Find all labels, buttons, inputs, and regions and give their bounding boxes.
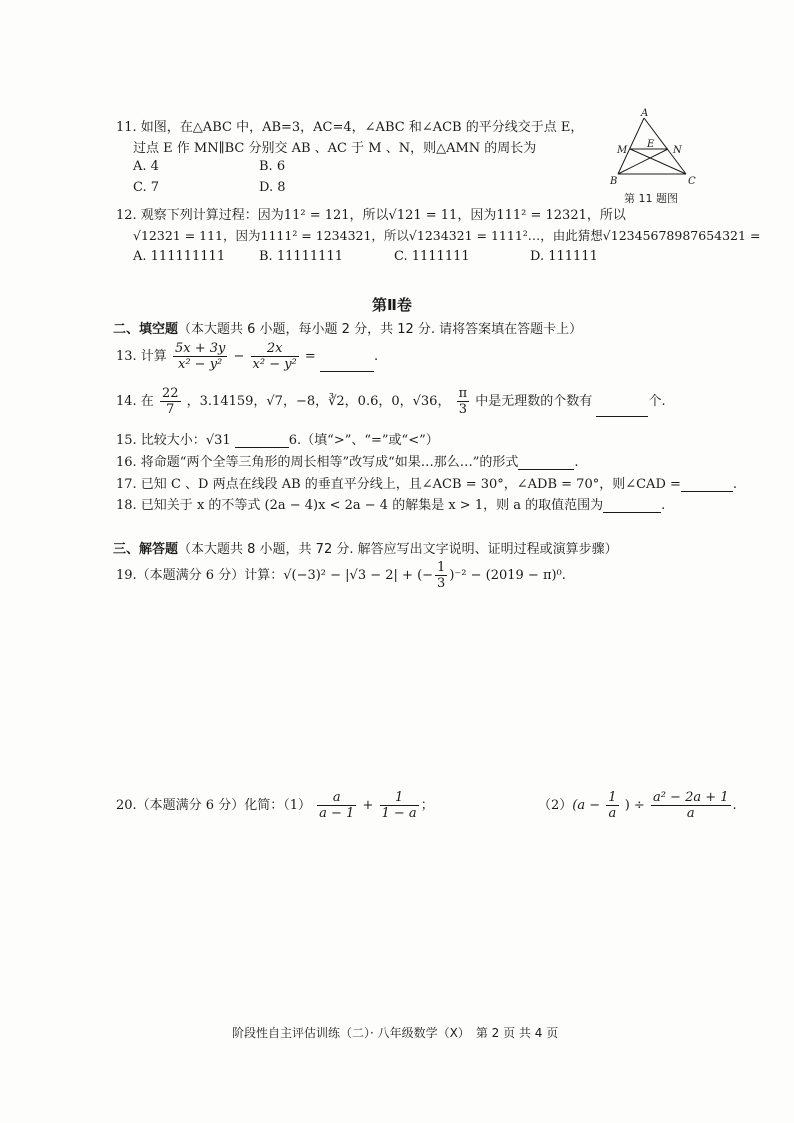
q14-answer-blank[interactable]	[596, 402, 648, 417]
q13-end: .	[373, 349, 379, 364]
section3-header	[113, 538, 618, 557]
q20-p2-close: ) ÷	[624, 798, 645, 813]
q12-line2: √12321 = 111，因为1111² = 1234321，所以√1234321 = 1111²…，由此猜想√12345678987654321 =	[133, 228, 761, 243]
q13-minus: −	[233, 349, 245, 364]
q20-p2-end: .	[732, 798, 737, 813]
q20-prefix: 20.（本题满分 6 分）化简：（1）	[116, 798, 311, 813]
q15-sqrt: √31	[205, 433, 231, 448]
q11-fig-label-n: N	[673, 145, 682, 156]
q20-p2-f2-den: a	[686, 806, 695, 821]
q11-line2: 过点 E 作 MN∥BC 分别交 AB 、AC 于 M 、N，则△AMN 的周长为	[133, 141, 537, 156]
q16-answer-blank[interactable]	[518, 455, 574, 470]
q11-option-b: B. 6	[259, 159, 286, 174]
q11-fig-label-m: M	[617, 145, 628, 156]
q20-p2-f2-num: a² − 2a + 1	[652, 790, 729, 805]
page-footer: 阶段性自主评估训练（二）· 八年级数学（X） 第 2 页 共 4 页	[232, 1026, 559, 1040]
q14-line	[116, 386, 666, 417]
q14-pi-den: 3	[458, 402, 467, 417]
q20-p2-f1-den: a	[608, 806, 617, 821]
q20-p2-open: (a −	[572, 798, 601, 813]
q20-p1-f1-den: a − 1	[319, 806, 355, 821]
q11-fig-label-a: A	[641, 108, 649, 119]
q20-p1-fraction-2	[380, 790, 419, 821]
q13-f2-num: 2x	[251, 341, 299, 357]
q12-option-d: D. 111111	[530, 249, 598, 264]
q13-prefix: 13. 计算	[116, 349, 167, 364]
q19-prefix: 19.（本题满分 6 分）计算：	[116, 568, 284, 583]
q17-answer-blank[interactable]	[681, 477, 733, 492]
q16-line	[116, 451, 579, 470]
q20-p2-fraction-1	[606, 790, 618, 821]
q11-fig-label-c: C	[688, 176, 696, 187]
q20-p1-f1-num: a	[317, 790, 356, 806]
q20-p2-fraction-2	[651, 790, 731, 821]
q11-option-d: D. 8	[259, 180, 286, 195]
q19-line	[116, 560, 566, 591]
q18-line	[116, 494, 665, 513]
section3-title: 三、解答题	[113, 542, 179, 557]
q18-answer-blank[interactable]	[603, 498, 661, 513]
q19-expr2: )⁻² − (2019 − π)⁰.	[449, 568, 566, 583]
q14-mid: ，3.14159，√7，−8，∛2，0.6，0，√36，	[186, 394, 451, 409]
q15-line	[116, 429, 439, 448]
q14-pi-fraction	[457, 386, 470, 417]
section3-note: （本大题共 8 小题，共 72 分. 解答应写出文字说明、证明过程或演算步骤）	[178, 542, 618, 557]
q15-after: 6.（填“>”、“=”或“<”）	[288, 433, 439, 448]
q13-fraction-1	[173, 341, 227, 372]
q16-end: .	[574, 455, 579, 470]
q16-text: 16. 将命题“两个全等三角形的周长相等”改写成“如果…那么…”的形式	[116, 455, 519, 470]
q19-fraction	[435, 560, 447, 591]
q15-prefix: 15. 比较大小：	[116, 433, 206, 448]
q12-option-a: A. 111111111	[133, 249, 226, 264]
q12-option-c: C. 1111111	[394, 249, 470, 264]
q13-line	[116, 341, 378, 372]
q15-answer-blank[interactable]	[235, 433, 289, 448]
q20-p1-f2-den: 1 − a	[381, 806, 417, 821]
q13-f1-num: 5x + 3y	[174, 341, 226, 356]
q20-plus: +	[362, 798, 374, 813]
q20-p1-fraction-1	[317, 790, 356, 821]
section2-note: （本大题共 6 小题，每小题 2 分，共 12 分. 请将答案填在答题卡上）	[178, 322, 583, 337]
q13-fraction-2	[251, 341, 299, 372]
q20-p2-f1-num: 1	[608, 790, 617, 805]
section2-header	[113, 318, 582, 337]
q14-suffix: 中是无理数的个数有	[475, 394, 593, 409]
q17-end: .	[732, 477, 738, 492]
q13-f1-den: x² − y²	[178, 357, 223, 372]
q14-end: 个.	[648, 394, 666, 409]
q18-end: .	[661, 498, 666, 513]
q14-f-num: 22	[161, 386, 179, 401]
q19-f-num: 1	[437, 560, 446, 575]
q11-fig-label-b: B	[610, 176, 618, 187]
q20-semicolon: ；	[420, 798, 434, 813]
q19-expr1: √(−3)² − |√3 − 2| + (−	[283, 568, 434, 583]
q18-text: 18. 已知关于 x 的不等式 (2a − 4)x < 2a − 4 的解集是 x > 1，则 a 的取值范围为	[116, 498, 604, 513]
q11-triangle-figure	[608, 106, 700, 190]
q17-line	[116, 473, 737, 492]
q13-answer-blank[interactable]	[320, 357, 374, 372]
q20-part2	[538, 790, 737, 821]
q20-p1-f2-num: 1	[380, 790, 419, 806]
q20-part1	[116, 790, 434, 821]
q17-text: 17. 已知 C 、D 两点在线段 AB 的垂直平分线上，且∠ACB = 30°，∠ADB = 70°，则∠CAD =	[116, 477, 681, 492]
q11-option-c: C. 7	[133, 180, 160, 195]
q13-f2-den: x² − y²	[252, 357, 297, 372]
q12-line1: 12. 观察下列计算过程：因为11² = 121，所以√121 = 11，因为111² = 12321，所以	[116, 208, 626, 223]
q20-p2-label: （2）	[538, 798, 573, 813]
q14-fraction	[160, 386, 181, 417]
part2-title: 第Ⅱ卷	[372, 296, 412, 314]
q11-figure-caption: 第 11 题图	[624, 192, 678, 205]
q11-line1: 11. 如图，在△ABC 中，AB=3，AC=4，∠ABC 和∠ACB 的平分线交于点 E，	[116, 120, 584, 135]
section2-title: 二、填空题	[113, 322, 179, 337]
q14-prefix: 14. 在	[116, 394, 154, 409]
q19-f-den: 3	[437, 576, 446, 591]
q11-option-a: A. 4	[133, 159, 159, 174]
q14-pi-num: π	[458, 386, 468, 401]
q14-f-den: 7	[166, 402, 175, 417]
q11-fig-label-e: E	[647, 139, 655, 150]
q13-equals: =	[304, 349, 316, 364]
q12-option-b: B. 11111111	[259, 249, 343, 264]
